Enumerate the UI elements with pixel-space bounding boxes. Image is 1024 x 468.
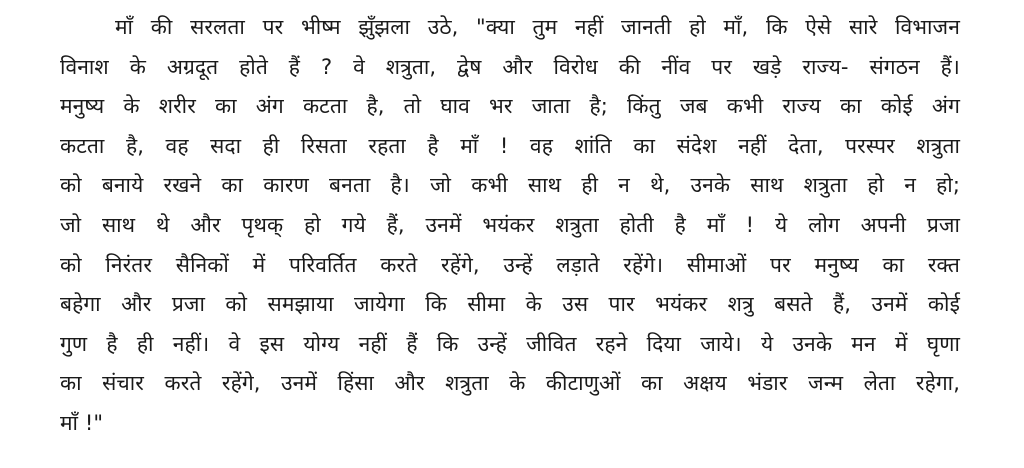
text-line-11: माँ !"	[60, 410, 104, 435]
text-line-10: का संचार करते रहेंगे, उनमें हिंसा और शत्रुता के कीटाणुओं का अक्षय भंडार जन्म लेता रहेगा,	[60, 371, 960, 396]
hindi-paragraph	[60, 8, 960, 444]
text-line-2: विनाश के अग्रदूत होते हैं ? वे शत्रुता, द्वेष और विरोध की नींव पर खड़े राज्य- संगठन हैं।	[60, 54, 960, 79]
text-line-6: जो साथ थे और पृथक् हो गये हैं, उनमें भयंकर शत्रुता होती है माँ ! ये लोग अपनी प्रजा	[60, 212, 960, 237]
text-line-7: को निरंतर सैनिकों में परिवर्तित करते रहेंगे, उन्हें लड़ाते रहेंगे। सीमाओं पर मनुष्य का रक्त	[60, 252, 960, 277]
text-line-3: मनुष्य के शरीर का अंग कटता है, तो घाव भर जाता है; किंतु जब कभी राज्य का कोई अंग	[60, 94, 960, 119]
text-line-9: गुण है ही नहीं। वे इस योग्य नहीं हैं कि उन्हें जीवित रहने दिया जाये। ये उनके मन में घृणा	[60, 331, 960, 356]
text-line-4: कटता है, वह सदा ही रिसता रहता है माँ ! वह शांति का संदेश नहीं देता, परस्पर शत्रुता	[60, 133, 960, 158]
text-line-5: को बनाये रखने का कारण बनता है। जो कभी साथ ही न थे, उनके साथ शत्रुता हो न हो;	[60, 173, 960, 198]
text-line-8: बहेगा और प्रजा को समझाया जायेगा कि सीमा के उस पार भयंकर शत्रु बसते हैं, उनमें कोई	[60, 292, 960, 317]
text-line-1: माँ की सरलता पर भीष्म झुँझला उठे, "क्या तुम नहीं जानती हो माँ, कि ऐसे सारे विभाजन	[115, 15, 960, 39]
